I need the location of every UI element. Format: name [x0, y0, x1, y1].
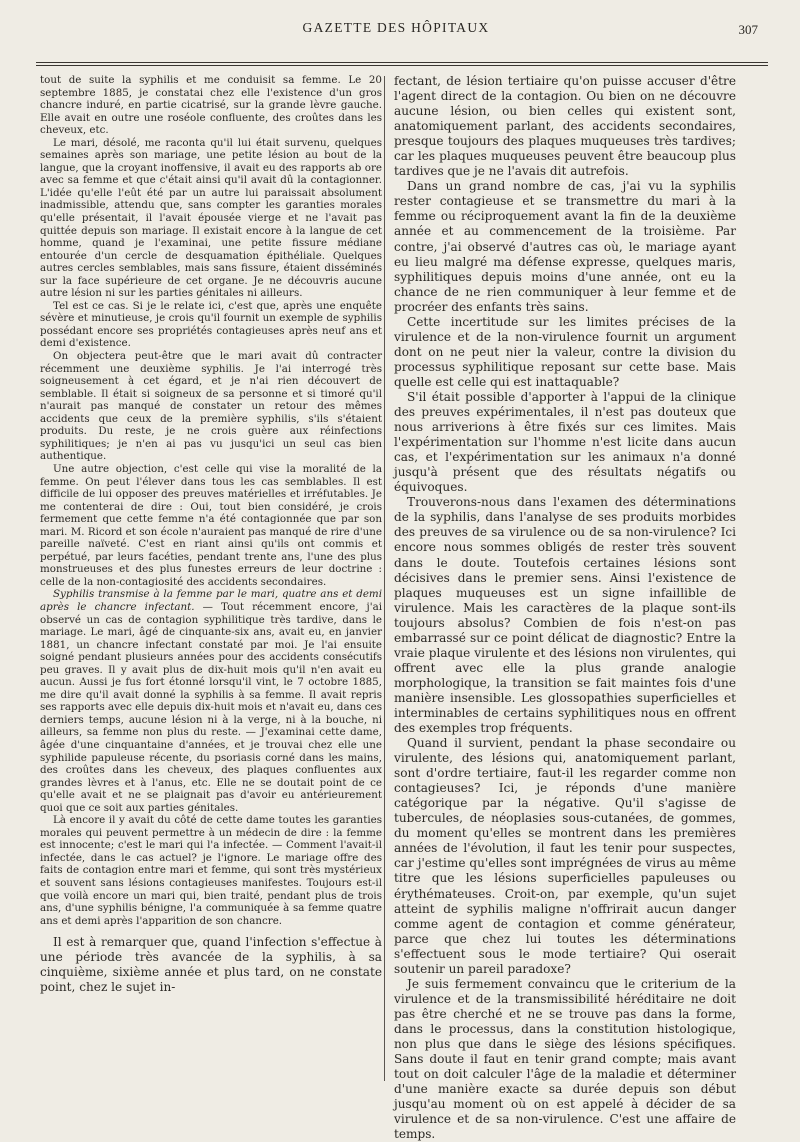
- right-column: [394, 74, 736, 1142]
- page-number: 307: [738, 22, 758, 37]
- paragraph: Quand il survient, pendant la phase secondaire ou virulente, des lésions qui, anatomiquement parlant, sont d'ordre tertiaire, faut-il les regarder comme non contagieuses? Ici, je réponds d'une manière catégorique par la négative. Qu'il s'agisse de tubercules, de néoplasies sous-cutanées, de gommes, du moment qu'elles se montrent dans les premières années de l'évolution, il faut les tenir pour suspectes, car j'estime qu'elles sont imprégnées de virus au même titre que les lésions superficielles papuleuses ou érythémateuses. Croit-on, par exemple, qu'un sujet atteint de syphilis maligne n'offrirait aucun danger comme agent de contagion et comme générateur, parce que chez lui toutes les déterminations s'effectuent sous le mode tertiaire? Qui oserait soutenir un pareil paradoxe?: [394, 736, 736, 976]
- left-column: [40, 74, 382, 996]
- paragraph: Il est à remarquer que, quand l'infection s'effectue à une période très avancée de la syphilis, à sa cinquième, sixième année et plus tard, on ne constate point, chez le sujet in-: [40, 935, 382, 995]
- paragraph: Le mari, désolé, me raconta qu'il lui était survenu, quelques semaines après son mariage, une petite lésion au bout de la langue, que la croyant inoffensive, il avait eu des rapports ab ore avec sa femme et que c'était ainsi qu'il avait dû la contagionner. L'idée qu'elle l'eût été par un autre lui paraissait absolument inadmissible, attendu que, sans compter les garanties morales qu'elle présentait, il l'avait épousée vierge et ne l'avait pas quittée depuis son mariage. Il existait encore à la langue de cet homme, quand je l'examinai, une petite fissure médiane entourée d'un cercle de desquamation épithéliale. Quelques autres cercles semblables, mais sans fissure, étaient disséminés sur la face supérieure de cet organe. Je ne découvris aucune autre lésion ni sur les parties génitales ni ailleurs.: [40, 136, 382, 300]
- case-heading: Syphilis transmise à la femme par le mari, quatre ans et demi après le chancre infectant.: [40, 588, 382, 613]
- paragraph: Là encore il y avait du côté de cette dame toutes les garanties morales qui peuvent permettre à un médecin de dire : la femme est innocente; c'est le mari qui l'a infectée. — Comment l'avait-il infectée, dans le cas actuel? je l'ignore. Le mariage offre des faits de contagion entre mari et femme, qui sont très mystérieux et souvent sans lésions contagieuses manifestes. Toujours est-il que voilà encore un mari qui, bien traité, pendant plus de trois ans, d'une syphilis bénigne, l'a communiquée à sa femme quatre ans et demi après l'apparition de son chancre.: [40, 814, 382, 927]
- column-divider: [384, 76, 385, 1081]
- paragraph: tout de suite la syphilis et me conduisit sa femme. Le 20 septembre 1885, je constatai chez elle l'existence d'un gros chancre induré, en partie cicatrisé, sur la grande lèvre gauche. Elle avait en outre une roséole confluente, des croûtes dans les cheveux, etc.: [40, 74, 382, 137]
- case-text: — Tout récemment encore, j'ai observé un cas de contagion syphilitique très tardive, dans le mariage. Le mari, âgé de cinquante-six ans, avait eu, en janvier 1881, un chancre infectant constaté par moi. Je l'ai ensuite soigné pendant plusieurs années pour des accidents consécutifs peu graves. Il y avait plus de dix-huit mois qu'il n'en avait eu aucun. Aussi je fus fort étonné lorsqu'il vint, le 7 octobre 1885, me dire qu'il avait donné la syphilis à sa femme. Il avait repris ses rapports avec elle depuis dix-huit mois et n'avait eu, dans ces derniers temps, aucune lésion ni à la verge, ni à la bouche, ni ailleurs, sa femme non plus du reste. — J'examinai cette dame, âgée d'une cinquantaine d'années, et je trouvai chez elle une syphilide papuleuse récente, du psoriasis corné dans les mains, des croûtes dans les cheveux, des plaques confluentes aux grandes lèvres et à l'anus, etc. Elle ne se doutait point de ce qu'elle avait et ne se plaignait pas d'avoir eu antérieurement quoi que ce soit aux parties génitales.: [40, 600, 383, 814]
- running-title: GAZETTE DES HÔPITAUX: [302, 20, 490, 35]
- page-header: [30, 14, 762, 46]
- case-paragraph: [40, 588, 382, 814]
- paragraph: On objectera peut-être que le mari avait dû contracter récemment une deuxième syphilis. Je l'ai interrogé très soigneusement à cet égard, et je n'ai rien découvert de semblable. Il était si soigneux de sa personne et si timoré qu'il n'aurait pas manqué de constater un retour des mêmes accidents que ceux de la première syphilis, s'ils s'étaient produits. Du reste, je ne crois guère aux réinfections syphilitiques; je n'en ai pas vu jusqu'ici un seul cas bien authentique.: [40, 350, 382, 463]
- header-rule: [36, 62, 768, 66]
- paragraph: S'il était possible d'apporter à l'appui de la clinique des preuves expérimentales, il n'est pas douteux que nous arriverions à être fixés sur ces limites. Mais l'expérimentation sur l'homme n'est licite dans aucun cas, et l'expérimentation sur les animaux n'a donné jusqu'à présent que des résultats négatifs ou équivoques.: [394, 389, 736, 495]
- paragraph: Tel est ce cas. Si je le relate ici, c'est que, après une enquête sévère et minutieuse, je crois qu'il fournit un exemple de syphilis possédant encore ses propriétés contagieuses après neuf ans et demi d'existence.: [40, 299, 382, 350]
- paragraph: Une autre objection, c'est celle qui vise la moralité de la femme. On peut l'élever dans tous les cas semblables. Il est difficile de lui opposer des preuves matérielles et irréfutables. Je me contenterai de dire : Oui, tout bien considéré, je crois fermement que cette femme n'a été contagionnée que par son mari. M. Ricord et son école n'auraient pas manqué de rire d'une pareille naïveté. C'est en riant ainsi qu'ils ont commis et perpétué, par leurs facéties, pendant trente ans, l'une des plus monstrueuses et des plus funestes erreurs de leur doctrine : celle de la non-contagiosité des accidents secondaires.: [40, 462, 382, 588]
- paragraph: fectant, de lésion tertiaire qu'on puisse accuser d'être l'agent direct de la contagion. Ou bien on ne découvre aucune lésion, ou bien celles qui existent sont, anatomiquement parlant, des accidents secondaires, presque toujours des plaques muqueuses très tardives; car les plaques muqueuses peuvent être beaucoup plus tardives que je ne l'avais dit autrefois.: [394, 74, 736, 179]
- paragraph: Dans un grand nombre de cas, j'ai vu la syphilis rester contagieuse et se transmettre du mari à la femme ou réciproquement avant la fin de la deuxième année et au commencement de la troisième. Par contre, j'ai observé d'autres cas où, le mariage ayant eu lieu malgré ma défense expresse, quelques maris, syphilitiques depuis moins d'une année, ont eu la chance de ne rien communiquer à leur femme et de procréer des enfants très sains.: [394, 179, 736, 314]
- paragraph: Je suis fermement convaincu que le criterium de la virulence et de la transmissibilité héréditaire ne doit pas être cherché et ne se trouve pas dans la forme, dans le processus, dans la constitution histologique, non plus que dans le siège des lésions spécifiques. Sans doute il faut en tenir grand compte; mais avant tout on doit calculer l'âge de la maladie et déterminer d'une manière exacte sa durée depuis son début jusqu'au moment où on est appelé à décider de sa virulence et de sa non-virulence. C'est une affaire de temps.: [394, 976, 736, 1142]
- paragraph: Cette incertitude sur les limites précises de la virulence et de la non-virulence fournit un argument dont on ne peut nier la valeur, contre la division du processus syphilitique reposant sur cette base. Mais quelle est celle qui est inattaquable?: [394, 314, 736, 389]
- paragraph: Trouverons-nous dans l'examen des déterminations de la syphilis, dans l'analyse de ses produits morbides des preuves de sa virulence ou de sa non-virulence? Ici encore nous sommes obligés de rester très souvent dans le doute. Toutefois certaines lésions sont décisives dans le premier sens. Ainsi l'existence de plaques muqueuses est un signe infaillible de virulence. Mais les caractères de la plaque sont-ils toujours absolus? Combien de fois n'est-on pas embarrassé sur ce point délicat de diagnostic? Entre la vraie plaque virulente et des lésions non virulentes, qui offrent avec elle la plus grande analogie morphologique, la transition se fait maintes fois d'une manière insensible. Les glossopathies superficielles et interminables de certains syphilitiques nous en offrent des exemples trop fréquents.: [394, 495, 736, 736]
